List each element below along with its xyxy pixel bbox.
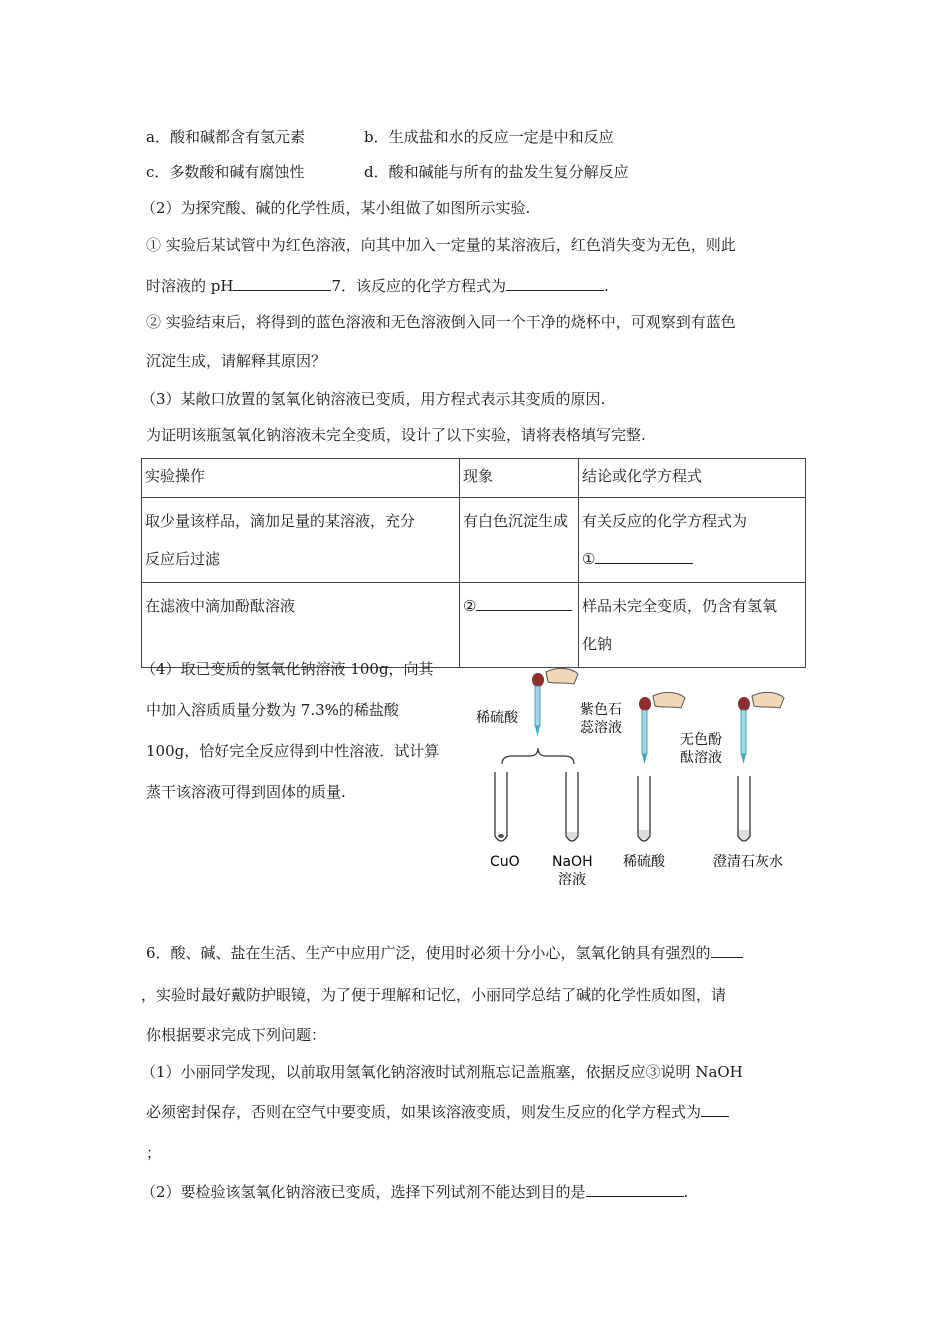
q3-line1: （3）某敞口放置的氢氧化钠溶液已变质，用方程式表示其变质的原因. [141,390,606,408]
row2-conclusion-line2: 化钠 [582,635,613,653]
corrosive-answer-blank[interactable] [711,943,743,958]
q6-line1-text: 6．酸、碱、盐在生活、生产中应用广泛，使用时必须十分小心，氢氧化钠具有强烈的 [146,944,711,962]
row1-answer-blank[interactable] [595,549,693,564]
circle-two: ② [463,597,477,615]
dropper-hand-2 [639,692,685,764]
label-naoh-line2: 溶液 [558,872,586,888]
option-b: b．生成盐和水的反应一定是中和反应 [364,128,614,146]
label-naoh-line1: NaOH [552,854,593,870]
test-tube-sulfuric [638,776,650,841]
test-tube-naoh [566,772,578,841]
header-conclusion: 结论或化学方程式 [579,459,806,498]
test-tube-limewater [738,776,750,841]
label-limewater: 澄清石灰水 [713,854,783,870]
experiment-table [141,458,806,668]
q2-part2-line2: 沉淀生成，请解释其原因？ [146,352,327,370]
option-c: c．多数酸和碱有腐蚀性 [146,163,305,181]
q6-sub1-line2 [146,1102,729,1122]
row1-operation [142,498,460,583]
q2-part1-line2 [146,276,609,296]
equation-blank-2[interactable] [701,1102,729,1117]
ph-answer-blank[interactable] [233,276,331,291]
row1-conclusion-line1: 有关反应的化学方程式为 [582,512,748,530]
option-a: a．酸和碱都含有氢元素 [146,128,305,146]
option-d: d．酸和碱能与所有的盐发生复分解反应 [364,163,629,181]
experiment-figure [468,660,808,895]
dropper-hand-3 [738,692,784,764]
label-sulfuric-tube: 稀硫酸 [623,854,665,870]
q2-ph-text: 时溶液的 pH [146,277,234,295]
row2-phenomenon [460,583,579,668]
row1-conclusion [579,498,806,583]
table-header-row [142,459,806,498]
q2-part2-line1: ② 实验结束后，将得到的蓝色溶液和无色溶液倒入同一个干净的烧杯中，可观察到有蓝色 [146,313,736,331]
q6-sub2-text: （2）要检验该氢氧化钠溶液已变质，选择下列试剂不能达到目的是 [141,1183,586,1201]
reagent-answer-blank[interactable] [586,1182,684,1197]
dropper-hand-1 [532,668,578,736]
row1-phenomenon: 有白色沉淀生成 [460,498,579,583]
row1-operation-line1: 取少量该样品，滴加足量的某溶液，充分 [145,512,416,530]
row2-conclusion [579,583,806,668]
period: . [604,277,609,295]
label-dilute-sulfuric-dropper: 稀硫酸 [476,710,518,726]
q6-line3: 你根据要求完成下列问题： [146,1026,327,1044]
header-operation: 实验操作 [142,459,460,498]
q6-sub1-line1: （1）小丽同学发现，以前取用氢氧化钠溶液时试剂瓶忘记盖瓶塞，依据反应③说明 NaOH [141,1063,743,1081]
label-phenol-line1: 无色酚 [680,732,722,748]
period: . [683,1183,689,1201]
q6-line2: ，实验时最好戴防护眼镜，为了便于理解和记忆，小丽同学总结了碱的化学性质如图，请 [141,986,727,1004]
q3-line2: 为证明该瓶氢氧化钠溶液未完全变质，设计了以下实验，请将表格填写完整. [146,426,646,444]
q6-sub1-line3: ； [146,1144,162,1162]
q4-line1: （4）取已变质的氢氧化钠溶液 100g，向其 [141,660,434,678]
table-row [142,498,806,583]
label-cuo: CuO [490,854,520,870]
q6-sub1-line2-text: 必须密封保存，否则在空气中要变质，如果该溶液变质，则发生反应的化学方程式为 [146,1103,702,1121]
test-tube-cuo [495,772,507,841]
circle-one: ① [582,550,596,568]
label-litmus-line2: 蕊溶液 [580,720,622,736]
label-litmus-line1: 紫色石 [580,702,622,718]
bracket [502,748,574,764]
label-phenol-line2: 酞溶液 [680,750,722,766]
row1-conclusion-line2 [582,540,802,578]
header-phenomenon: 现象 [460,459,579,498]
q6-sub2 [141,1182,688,1202]
q2-equation-text: 7．该反应的化学方程式为 [331,277,506,295]
q2-part1-line1: ① 实验后某试管中为红色溶液，向其中加入一定量的某溶液后，红色消失变为无色，则此 [146,236,736,254]
q2-intro: （2）为探究酸、碱的化学性质，某小组做了如图所示实验. [141,199,531,217]
table-row [142,583,806,668]
q4-line3: 100g，恰好完全反应得到中性溶液．试计算 [146,742,440,760]
row2-conclusion-line1: 样品未完全变质，仍含有氢氧 [582,597,778,615]
row2-answer-blank[interactable] [476,596,572,611]
q4-line2: 中加入溶质质量分数为 7.3%的稀盐酸 [146,701,399,719]
row2-operation: 在滤液中滴加酚酞溶液 [142,583,460,668]
equation-answer-blank[interactable] [506,276,604,291]
row1-operation-line2: 反应后过滤 [145,550,221,568]
q4-line4: 蒸干该溶液可得到固体的质量. [146,783,346,801]
q6-line1 [146,943,743,963]
